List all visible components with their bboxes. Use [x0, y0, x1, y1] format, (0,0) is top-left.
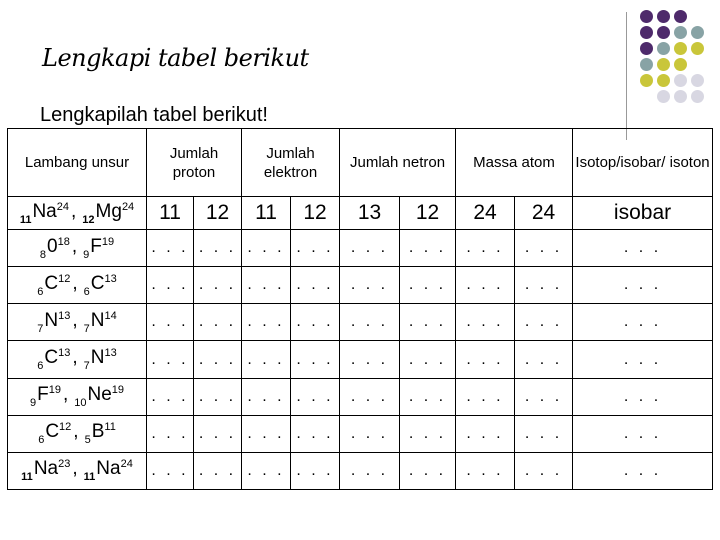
element-letter: Na: [33, 458, 59, 480]
separator: ,: [71, 235, 78, 257]
value-cell: . . .: [340, 304, 400, 341]
separator: ,: [72, 272, 78, 294]
header-neutron: Jumlah netron: [340, 129, 456, 197]
element-letter: N: [90, 347, 105, 369]
mass-number: 13: [58, 309, 71, 322]
separator: ,: [62, 384, 69, 406]
value-cell: . . .: [456, 415, 515, 452]
decorative-dot: [640, 10, 653, 23]
value-cell: . . .: [242, 304, 291, 341]
decorative-dot: [674, 10, 687, 23]
decorative-divider: [626, 12, 627, 140]
atomic-number: 6: [37, 285, 44, 298]
value-cell: . . .: [194, 341, 242, 378]
atomic-number: 6: [38, 434, 45, 447]
value-cell: . . .: [456, 378, 515, 415]
decorative-dot: [691, 26, 704, 39]
atomic-number: 7: [37, 322, 44, 335]
value-cell: . . .: [291, 378, 340, 415]
mass-number: 12: [58, 272, 71, 285]
value-cell: . . .: [147, 304, 194, 341]
mass-number: 12: [59, 421, 72, 434]
relation-cell: . . .: [573, 415, 713, 452]
value-cell: . . .: [400, 415, 456, 452]
element-letter: F: [90, 235, 102, 257]
element-symbols: [8, 304, 147, 341]
atomic-number: 6: [37, 360, 44, 373]
value-cell: . . .: [340, 341, 400, 378]
value-cell: . . .: [515, 415, 573, 452]
element-letter: F: [37, 384, 49, 406]
value-cell: . . .: [242, 415, 291, 452]
element-letter: Ne: [87, 384, 112, 406]
decorative-dot-grid: [640, 10, 704, 103]
decorative-dot: [674, 26, 687, 39]
nuclide-symbol: [30, 384, 61, 409]
decorative-dot: [640, 74, 653, 87]
element-symbols: [8, 197, 147, 230]
decorative-dot: [657, 26, 670, 39]
value-cell: . . .: [400, 230, 456, 267]
value-cell: . . .: [456, 341, 515, 378]
value-cell: . . .: [340, 378, 400, 415]
value-cell: . . .: [242, 341, 291, 378]
nuclide-symbol: [85, 421, 116, 446]
atomic-number: 5: [84, 434, 91, 447]
decorative-dot: [674, 42, 687, 55]
table-row: [8, 197, 713, 230]
decorative-dot: [640, 58, 653, 71]
element-symbols: [8, 267, 147, 304]
mass-number: 13: [58, 347, 71, 360]
table-row: [8, 341, 713, 378]
value-cell: . . .: [340, 452, 400, 489]
value-cell: . . .: [400, 452, 456, 489]
value-cell: . . .: [456, 452, 515, 489]
value-cell: 11: [147, 197, 194, 230]
separator: ,: [73, 421, 79, 443]
table-instruction: Lengkapilah tabel berikut!: [40, 104, 268, 126]
table-row: [8, 230, 713, 267]
nuclide-symbol: [37, 273, 70, 298]
separator: ,: [71, 200, 77, 222]
table-header-row: [8, 129, 713, 197]
value-cell: . . .: [194, 415, 242, 452]
mass-number: 13: [104, 347, 117, 360]
decorative-dot: [657, 10, 670, 23]
nuclide-symbol: [83, 236, 114, 261]
value-cell: . . .: [400, 341, 456, 378]
value-cell: . . .: [242, 378, 291, 415]
value-cell: . . .: [291, 230, 340, 267]
value-cell: . . .: [291, 415, 340, 452]
mass-number: 23: [58, 458, 71, 471]
relation-cell: . . .: [573, 452, 713, 489]
separator: ,: [72, 458, 78, 480]
element-letter: N: [90, 309, 105, 331]
decorative-dot: [691, 58, 704, 71]
element-symbols: [8, 378, 147, 415]
value-cell: . . .: [147, 341, 194, 378]
value-cell: . . .: [340, 267, 400, 304]
value-cell: 12: [291, 197, 340, 230]
element-letter: N: [44, 309, 59, 331]
decorative-dot: [657, 58, 670, 71]
value-cell: . . .: [147, 452, 194, 489]
mass-number: 24: [120, 458, 133, 471]
nuclide-symbol: [37, 347, 70, 372]
decorative-dot: [640, 90, 653, 103]
decorative-dot: [674, 90, 687, 103]
table-row: [8, 304, 713, 341]
nuclide-symbol: [20, 201, 69, 226]
decorative-dot: [657, 42, 670, 55]
nuclide-symbol: [21, 458, 70, 483]
atomic-number: 8: [39, 248, 47, 261]
mass-number: 11: [104, 421, 116, 434]
mass-number: 24: [56, 200, 69, 213]
header-electron: Jumlah elektron: [242, 129, 340, 197]
value-cell: . . .: [194, 378, 242, 415]
decorative-dot: [674, 74, 687, 87]
atomic-number: 6: [83, 285, 90, 298]
atomic-number: 9: [83, 248, 90, 261]
decorative-dot: [640, 42, 653, 55]
nuclide-symbol: [40, 236, 70, 261]
relation-cell: . . .: [573, 267, 713, 304]
relation-cell: . . .: [573, 230, 713, 267]
element-letter: 0: [47, 235, 58, 257]
value-cell: 13: [340, 197, 400, 230]
value-cell: . . .: [515, 230, 573, 267]
value-cell: . . .: [194, 267, 242, 304]
mass-number: 19: [48, 384, 61, 397]
value-cell: . . .: [456, 230, 515, 267]
element-letter: Na: [96, 458, 121, 480]
element-letter: B: [91, 421, 105, 443]
nuclide-symbol: [37, 310, 70, 335]
table-row: [8, 378, 713, 415]
value-cell: . . .: [147, 378, 194, 415]
value-cell: . . .: [147, 230, 194, 267]
element-letter: C: [44, 347, 59, 369]
mass-number: 19: [101, 235, 115, 248]
value-cell: . . .: [456, 267, 515, 304]
value-cell: . . .: [242, 452, 291, 489]
decorative-dot: [691, 74, 704, 87]
value-cell: . . .: [147, 415, 194, 452]
value-cell: . . .: [147, 267, 194, 304]
table-row: [8, 415, 713, 452]
value-cell: . . .: [194, 304, 242, 341]
nuclide-symbol: [84, 273, 117, 298]
value-cell: . . .: [515, 341, 573, 378]
relation-cell: isobar: [573, 197, 713, 230]
decorative-dot: [657, 74, 670, 87]
decorative-dot: [691, 42, 704, 55]
atomic-number: 9: [29, 397, 37, 410]
header-mass: Massa atom: [456, 129, 573, 197]
decorative-dot: [640, 26, 653, 39]
value-cell: . . .: [515, 304, 573, 341]
value-cell: . . .: [340, 415, 400, 452]
relation-cell: . . .: [573, 378, 713, 415]
value-cell: 12: [194, 197, 242, 230]
element-table: [7, 128, 713, 490]
element-symbols: [8, 452, 147, 489]
value-cell: . . .: [242, 267, 291, 304]
decorative-dot: [691, 10, 704, 23]
mass-number: 19: [111, 384, 125, 397]
value-cell: . . .: [291, 341, 340, 378]
atomic-number: 7: [83, 322, 90, 335]
value-cell: . . .: [291, 304, 340, 341]
decorative-dot: [674, 58, 687, 71]
element-letter: C: [44, 272, 59, 294]
value-cell: . . .: [515, 378, 573, 415]
mass-number: 14: [104, 309, 117, 322]
mass-number: 24: [121, 200, 135, 213]
atomic-number: 11: [21, 471, 33, 484]
separator: ,: [72, 309, 78, 331]
element-letter: Mg: [95, 200, 122, 222]
value-cell: . . .: [456, 304, 515, 341]
slide-title: Lengkapi tabel berikut: [42, 44, 309, 72]
nuclide-symbol: [84, 347, 117, 372]
mass-number: 18: [57, 235, 70, 248]
separator: ,: [72, 347, 78, 369]
atomic-number: 12: [82, 213, 95, 226]
element-symbols: [8, 341, 147, 378]
header-relation: Isotop/isobar/ isoton: [573, 129, 713, 197]
mass-number: 13: [104, 272, 117, 285]
nuclide-symbol: [38, 421, 71, 446]
atomic-number: 11: [83, 471, 96, 484]
value-cell: . . .: [242, 230, 291, 267]
relation-cell: . . .: [573, 304, 713, 341]
table-row: [8, 267, 713, 304]
value-cell: 12: [400, 197, 456, 230]
atomic-number: 10: [74, 397, 87, 410]
element-letter: C: [90, 272, 105, 294]
element-symbols: [8, 415, 147, 452]
value-cell: . . .: [515, 452, 573, 489]
atomic-number: 7: [83, 360, 90, 373]
nuclide-symbol: [74, 384, 124, 409]
nuclide-symbol: [82, 201, 134, 226]
value-cell: . . .: [400, 378, 456, 415]
value-cell: . . .: [194, 230, 242, 267]
value-cell: . . .: [400, 267, 456, 304]
decorative-dot: [657, 90, 670, 103]
relation-cell: . . .: [573, 341, 713, 378]
nuclide-symbol: [84, 310, 117, 335]
header-proton: Jumlah proton: [147, 129, 242, 197]
value-cell: . . .: [291, 267, 340, 304]
element-symbols: [8, 230, 147, 267]
value-cell: 11: [242, 197, 291, 230]
value-cell: . . .: [291, 452, 340, 489]
value-cell: 24: [456, 197, 515, 230]
table-row: [8, 452, 713, 489]
header-symbol: Lambang unsur: [8, 129, 147, 197]
nuclide-symbol: [84, 458, 133, 483]
value-cell: . . .: [340, 230, 400, 267]
element-letter: C: [45, 421, 60, 443]
value-cell: . . .: [400, 304, 456, 341]
value-cell: . . .: [194, 452, 242, 489]
decorative-dot: [691, 90, 704, 103]
value-cell: . . .: [515, 267, 573, 304]
value-cell: 24: [515, 197, 573, 230]
element-letter: Na: [32, 200, 57, 222]
atomic-number: 11: [19, 213, 32, 226]
